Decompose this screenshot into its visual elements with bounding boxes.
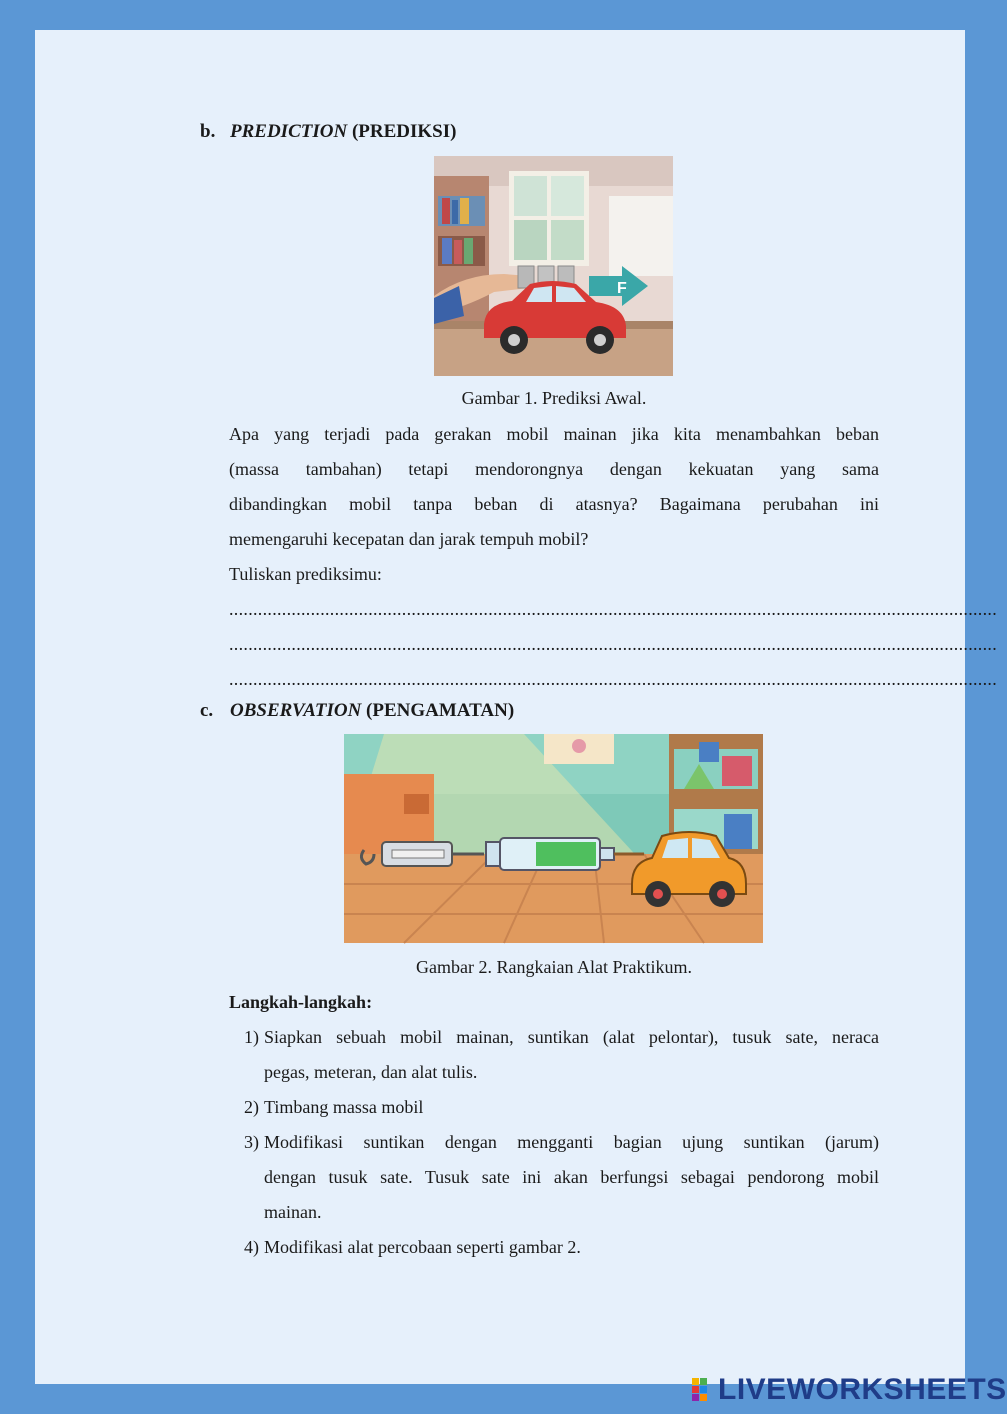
section-c-letter: c. — [200, 700, 214, 721]
section-b-title-italic: PREDICTION — [230, 121, 348, 142]
answer-line-3[interactable]: ................................................................................................................................................................ — [229, 669, 997, 689]
step-number: 3) — [244, 1132, 259, 1152]
step-text-line: dengan tusuk sate. Tusuk sate ini akan berfungsi sebagai pendorong mobil — [264, 1167, 879, 1187]
section-c-title-rest: (PENGAMATAN) — [366, 700, 515, 721]
step-text-line: Siapkan sebuah mobil mainan, suntikan (alat pelontar), tusuk sate, neraca — [264, 1027, 879, 1047]
step-number: 1) — [244, 1027, 259, 1047]
liveworksheets-logo[interactable] — [692, 1372, 1007, 1408]
force-arrow-label: F — [617, 280, 627, 297]
section-b-heading — [200, 121, 456, 143]
figure-2-caption: Gambar 2. Rangkaian Alat Praktikum. — [416, 957, 692, 977]
step-item — [229, 1090, 879, 1125]
question-line-2: (massa tambahan) tetapi mendorongnya dengan kekuatan yang sama — [229, 459, 879, 479]
liveworksheets-icon — [692, 1378, 716, 1402]
answer-line-2[interactable]: ................................................................................................................................................................ — [229, 634, 997, 654]
section-c-heading — [200, 700, 514, 722]
question-line-3: dibandingkan mobil tanpa beban di atasnya? Bagaimana perubahan ini — [229, 494, 879, 514]
step-item — [229, 1125, 879, 1230]
section-c-title-italic: OBSERVATION — [230, 700, 362, 721]
step-text-line: mainan. — [264, 1202, 322, 1222]
figure-2-apparatus-image — [344, 734, 763, 943]
step-text-line: pegas, meteran, dan alat tulis. — [264, 1062, 478, 1082]
step-text-line: Modifikasi suntikan dengan mengganti bagian ujung suntikan (jarum) — [264, 1132, 879, 1152]
step-number: 4) — [244, 1237, 259, 1257]
step-item — [229, 1020, 879, 1090]
prediction-prompt: Tuliskan prediksimu: — [229, 564, 382, 584]
question-line-4: memengaruhi kecepatan dan jarak tempuh mobil? — [229, 529, 589, 549]
steps-title: Langkah-langkah: — [229, 992, 373, 1012]
step-text-line: Modifikasi alat percobaan seperti gambar 2. — [264, 1237, 581, 1257]
section-b-letter: b. — [200, 121, 216, 142]
figure-1-toy-car-image — [434, 156, 673, 376]
answer-line-1[interactable]: ................................................................................................................................................................ — [229, 599, 997, 619]
step-number: 2) — [244, 1097, 259, 1117]
question-line-1: Apa yang terjadi pada gerakan mobil mainan jika kita menambahkan beban — [229, 424, 879, 444]
figure-1-caption: Gambar 1. Prediksi Awal. — [461, 388, 647, 408]
section-b-title-rest: (PREDIKSI) — [351, 121, 457, 142]
liveworksheets-wordmark: LIVEWORKSHEETS — [718, 1373, 1007, 1406]
step-item — [229, 1230, 879, 1265]
step-text-line: Timbang massa mobil — [264, 1097, 424, 1117]
